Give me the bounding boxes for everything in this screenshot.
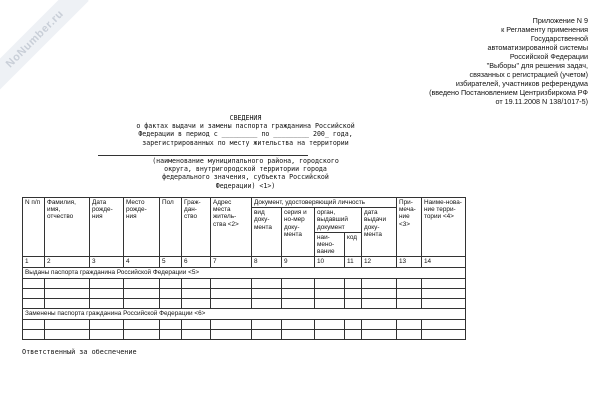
table-row xyxy=(23,278,466,288)
column-number: 5 xyxy=(160,257,182,267)
column-number: 8 xyxy=(252,257,282,267)
title-line: о фактах выдачи и замены паспорта гражданина Российской xyxy=(136,122,355,131)
title-line: зарегистрированных по месту жительства на территории xyxy=(142,138,349,147)
section-label: Заменены паспорта гражданина Российской Федерации <6> xyxy=(23,308,466,319)
column-number: 12 xyxy=(362,257,397,267)
column-number: 3 xyxy=(90,257,124,267)
section-label: Выданы паспорта гражданина Российской Федерации <5> xyxy=(23,267,466,278)
table-row xyxy=(23,329,466,339)
header-cell: Адрес места житель-ства <2> xyxy=(211,198,252,257)
header-cell: серия и но-мер доку-мента xyxy=(282,208,315,257)
column-number: 9 xyxy=(282,257,315,267)
appendix-line: к Регламенту применения xyxy=(501,25,588,34)
column-number: 6 xyxy=(182,257,211,267)
header-cell: При-меча-ние <3> xyxy=(397,198,422,257)
appendix-note xyxy=(368,16,588,106)
territory-underline xyxy=(98,155,308,156)
appendix-line: Российской Федерации xyxy=(509,52,588,61)
header-cell: Документ, удостоверяющий личность xyxy=(252,198,397,208)
territory-caption xyxy=(18,157,473,190)
table-row xyxy=(23,319,466,329)
header-cell: Пол xyxy=(160,198,182,257)
caption-line: округа, внутригородской территории города xyxy=(164,165,327,174)
column-number: 7 xyxy=(211,257,252,267)
header-cell: орган, выдавший документ xyxy=(315,208,362,233)
column-number: 13 xyxy=(397,257,422,267)
header-row xyxy=(23,198,466,208)
responsible-line: Ответственный за обеспечение xyxy=(22,348,137,356)
caption-line: Федерации) <1>) xyxy=(215,181,276,190)
appendix-line: от 19.11.2008 N 138/1017-5) xyxy=(495,97,588,106)
section-row-replaced xyxy=(23,308,466,319)
header-cell: Дата рожде-ния xyxy=(90,198,124,257)
column-number: 10 xyxy=(315,257,345,267)
appendix-line: избирателей, участников референдума xyxy=(455,79,588,88)
section-row-issued xyxy=(23,267,466,278)
watermark-text: NoNumber.ru xyxy=(3,7,67,71)
appendix-line: Приложение N 9 xyxy=(532,16,588,25)
passport-table xyxy=(22,197,466,340)
header-cell: вид доку-мента xyxy=(252,208,282,257)
appendix-line: связанных с регистрацией (учетом) xyxy=(469,70,588,79)
watermark xyxy=(0,0,90,90)
header-cell: наи-мено-вание xyxy=(315,232,345,257)
appendix-line: "Выборы" для решения задач, xyxy=(486,61,588,70)
column-number-row xyxy=(23,257,466,267)
column-number: 2 xyxy=(45,257,90,267)
document-title xyxy=(18,114,473,147)
appendix-line: автоматизированной системы xyxy=(487,43,588,52)
header-cell: дата выдачи доку-мента xyxy=(362,208,397,257)
header-cell: N п/п xyxy=(23,198,45,257)
header-cell: Фамилия, имя, отчество xyxy=(45,198,90,257)
header-cell: Наиме-нова-ние терри-тории <4> xyxy=(422,198,466,257)
table-row xyxy=(23,298,466,308)
title-line: Федерации в период с _________ по _________ 200_ года, xyxy=(138,130,353,139)
header-cell: Место рожде-ния xyxy=(124,198,160,257)
header-cell: код xyxy=(345,232,362,257)
column-number: 4 xyxy=(124,257,160,267)
caption-line: (наименование муниципального района, городского xyxy=(152,157,339,165)
caption-line: федерального значения, субъекта Российской xyxy=(162,173,329,182)
column-number: 14 xyxy=(422,257,466,267)
column-number: 1 xyxy=(23,257,45,267)
table-row xyxy=(23,288,466,298)
appendix-line: Государственной xyxy=(530,34,588,43)
column-number: 11 xyxy=(345,257,362,267)
title-line: СВЕДЕНИЯ xyxy=(229,114,262,122)
header-cell: Граж-дан-ство xyxy=(182,198,211,257)
appendix-line: (введено Постановлением Центризбиркома РФ xyxy=(429,88,588,97)
